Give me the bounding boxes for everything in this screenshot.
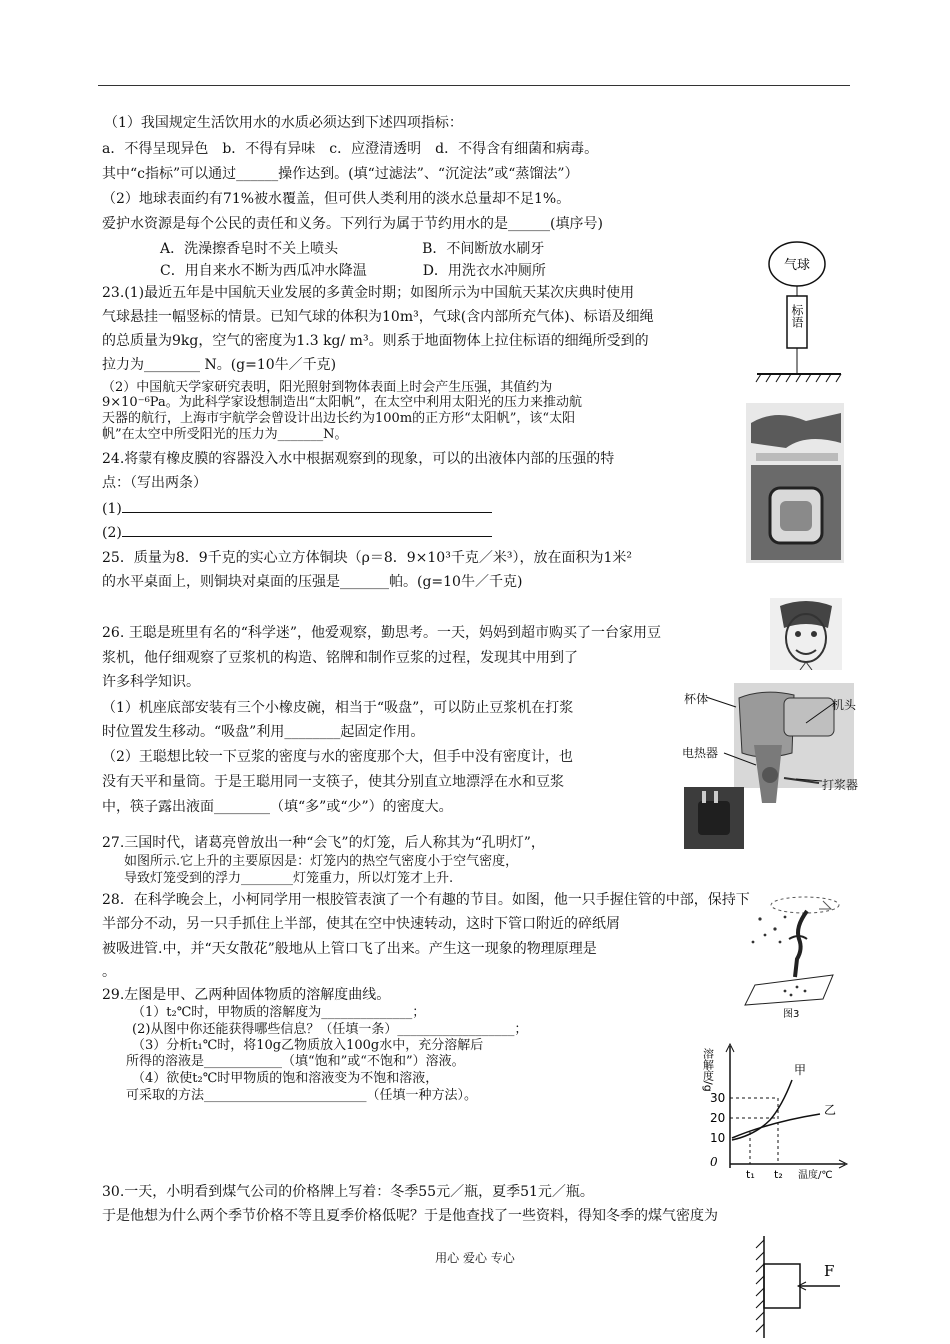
q29-part4: （4）欲使t₂℃时甲物质的饱和溶液变为不饱和溶液， [132,1071,439,1086]
q29-part3-line2: 所得的溶液是____________（填“饱和”或“不饱和”）溶液。 [126,1054,465,1069]
q22-part2: （2）地球表面约有71%被水覆盖，但可供人类利用的淡水总量却不足1%。 [102,191,571,207]
q28-question-line3: 被吸进管.中，并“天女散花”般地从上管口飞了出来。产生这一现象的物理原理是 [102,941,597,957]
q22-part1: （1）我国规定生活饮用水的水质必须达到下述四项指标： [104,115,463,131]
q26-part2-line2: 没有天平和量筒。于是王聪用同一支筷子，使其分别直立地漂浮在水和豆浆 [102,774,564,790]
q22-criteria: a．不得呈现异色 b．不得有异味 c．应澄清透明 d．不得含有细菌和病毒。 [102,141,599,157]
lantern-face-image [770,598,842,670]
q24-answer-2: (2) [102,522,492,543]
figure-3-caption: 图3 [783,1009,800,1019]
answer-blank[interactable] [122,522,492,537]
q29-part3: （3）分析t₁℃时，将10g乙物质放入100g水中，充分溶解后 [132,1038,484,1053]
soymilk-cup-label: 杯体 [684,692,709,706]
graph-origin: 0 [710,1155,718,1169]
q28-question-line4: 。 [102,964,116,980]
graph-y-axis-label: 溶解度/g [701,1048,715,1092]
soymilk-blender-label: 打浆器 [822,778,859,792]
q22-c-indicator: 其中“c指标”可以通过______操作达到。(填“过滤法”、“沉淀法”或“蒸馏法”） [102,166,579,182]
soymilk-heater-label: 电热器 [682,746,719,760]
q28-question: 28．在科学晚会上，小柯同学用一根胶管表演了一个有趣的节目。如图，他一只手握住管的中部，保持下 [102,892,750,908]
membrane-container-photo [746,403,844,563]
q27-question-line2: 如图所示.它上升的主要原因是：灯笼内的热空气密度小于空气密度， [124,854,519,869]
q26-part2: （2）王聪想比较一下豆浆的密度与水的密度那个大，但手中没有密度计，也 [102,749,573,765]
graph-tick-10: 10 [710,1131,726,1145]
spinning-tube-figure [735,887,850,1019]
graph-tick-t2: t₂ [774,1168,783,1180]
q27-question: 27.三国时代，诸葛亮曾放出一种“会飞”的灯笼，后人称其为“孔明灯”， [102,835,545,851]
q26-intro: 26. 王聪是班里有名的“科学迷”，他爱观察，勤思考。一天，妈妈到超市购买了一台家用豆 [102,625,662,641]
q29-part2: (2)从图中你还能获得哪些信息？（任填一条）__________________； [132,1022,528,1037]
q23-part1-line3: 的总质量为9kg，空气的密度为1.3 kg/ m³。则系于地面物体上拉住标语的细绳所受到的 [102,333,649,349]
q29-part1: （1）t₂℃时，甲物质的溶解度为______________； [132,1005,426,1020]
q26-part2-line3: 中，筷子露出液面________（填“多”或“少”）的密度大。 [102,799,453,815]
graph-tick-30: 30 [710,1091,726,1105]
q27-question-line3: 导致灯笼受到的浮力________灯笼重力，所以灯笼才上升. [124,871,454,886]
page-footer: 用心 爱心 专心 [435,1251,515,1265]
q26-part1: （1）机座底部安装有三个小橡皮碗，相当于“吸盘”，可以防止豆浆机在打浆 [102,700,574,716]
graph-curve-yi [732,1114,820,1138]
graph-x-axis-label: 温度/℃ [798,1170,833,1180]
q23-part2-line3: 天器的航行，上海市宇航学会曾设计出边长约为100m的正方形“太阳帆”，该“太阳 [102,411,576,426]
q23-part2-line4: 帆”在太空中所受阳光的压力为_______N。 [102,427,348,442]
q23-part1: 23.(1)最近五年是中国航天业发展的多黄金时期；如图所示为中国航天某次庆典时使用 [102,285,635,301]
soymilk-machine-figure [684,683,864,853]
q24-question: 24.将蒙有橡皮膜的容器没入水中根据观察到的现象，可以的出液体内部的压强的特 [102,451,615,467]
q30-question-line2: 于是他想为什么两个季节价格不等且夏季价格低呢？于是他查找了一些资料，得知冬季的煤气密度为 [102,1208,718,1224]
balloon-banner-figure [755,240,845,385]
solubility-graph [700,1040,850,1180]
q23-part2: （2）中国航天学家研究表明，阳光照射到物体表面上时会产生压强，其值约为 [102,380,553,395]
q23-part1-line2: 气球悬挂一幅竖标的情景。已知气球的体积为10m³，气球(含内部所充气体)、标语及细绳 [102,309,654,325]
soymilk-head-label: 机头 [832,698,857,712]
header-rule [98,85,850,86]
q22-options-ab: A．洗澡擦香皂时不关上喷头 B．不间断放水刷牙 [160,241,545,257]
q22-part2-question: 爱护水资源是每个公民的责任和义务。下列行为属于节约用水的是______(填序号) [102,216,603,232]
q23-part1-line4: 拉力为________ N。(g=10牛／千克) [102,357,337,373]
answer-blank[interactable] [122,498,492,513]
graph-tick-20: 20 [710,1111,726,1125]
q25-question-line2: 的水平桌面上，则铜块对桌面的压强是_______帕。(g=10牛／千克) [102,574,523,590]
banner-label: 标语 [790,304,804,328]
q29-part4-line2: 可采取的方法_________________________（任填一种方法）。 [126,1088,478,1103]
q26-intro-line2: 浆机，他仔细观察了豆浆机的构造、铭牌和制作豆浆的过程，发现其中用到了 [102,650,578,666]
q24-question-line2: 点：（写出两条） [102,475,207,491]
q26-part1-line2: 时位置发生移动。“吸盘”利用________起固定作用。 [102,724,425,740]
balloon-label: 气球 [783,258,811,273]
q23-part2-line2: 9×10⁻⁶Pa。为此科学家设想制造出“太阳帆”，在太空中利用太阳光的压力来推动航 [102,395,582,410]
q28-question-line2: 半部分不动，另一只手抓住上半部，使其在空中快速转动，这时下管口附近的碎纸屑 [102,916,620,932]
q30-question: 30.一天，小明看到煤气公司的价格牌上写着：冬季55元／瓶，夏季51元／瓶。 [102,1184,594,1200]
graph-series-yi: 乙 [824,1103,837,1117]
graph-curve-jia [732,1080,792,1140]
force-label: F [824,1262,835,1280]
graph-tick-t1: t₁ [746,1168,755,1180]
q29-question: 29.左图是甲、乙两种固体物质的溶解度曲线。 [102,987,391,1003]
graph-series-jia: 甲 [794,1063,807,1077]
q24-answer-1: (1) [102,498,492,519]
q26-intro-line3: 许多科学知识。 [102,674,200,690]
q25-question: 25．质量为8．9千克的实心立方体铜块（ρ＝8．9×10³千克／米³），放在面积为1米² [102,550,632,566]
q22-options-cd: C．用自来水不断为西瓜冲水降温 D．用洗衣水冲厕所 [160,263,546,279]
